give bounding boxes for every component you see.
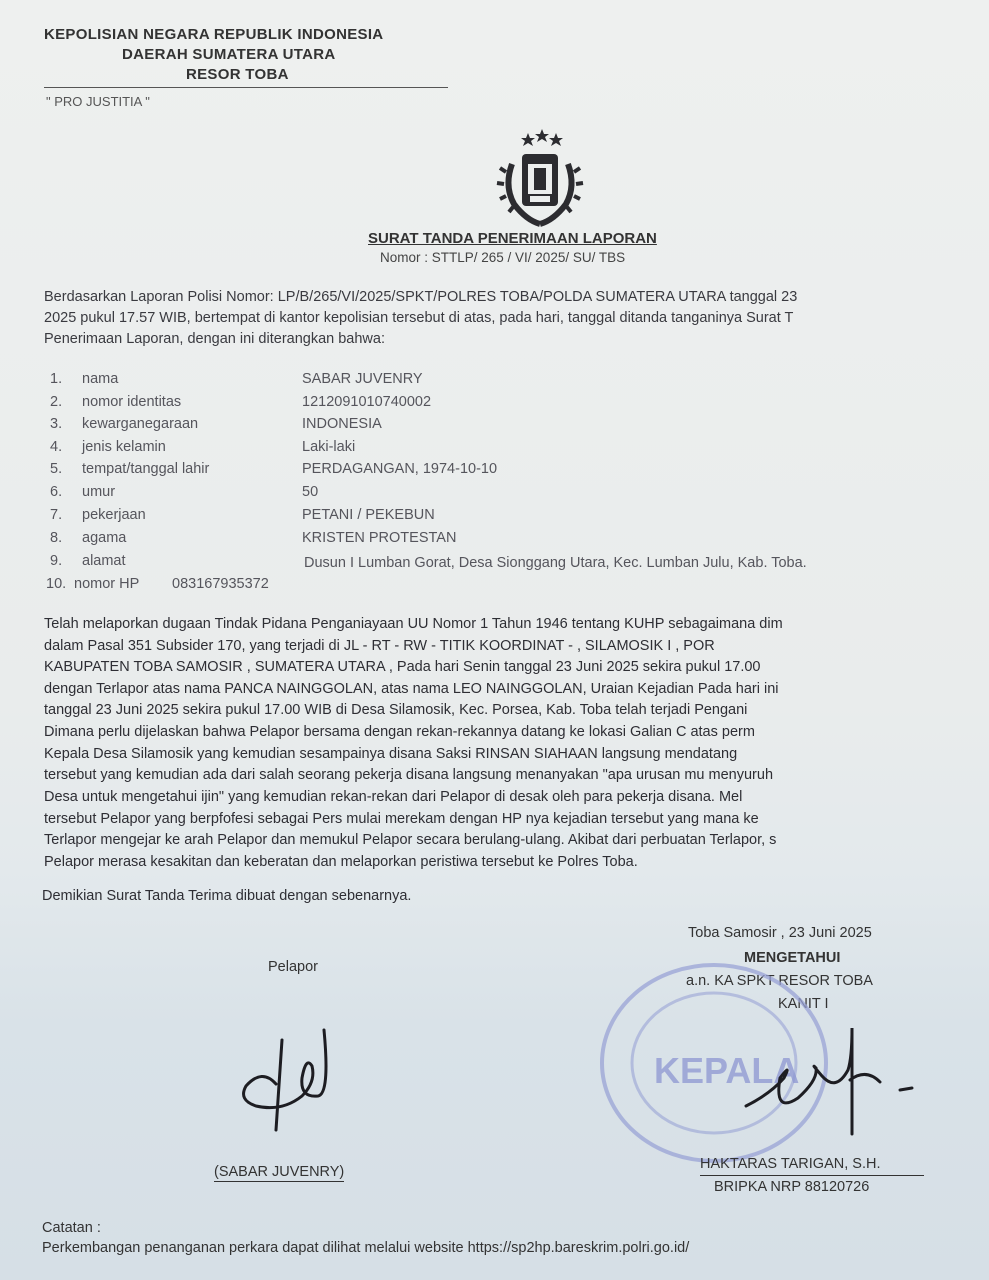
- field-number: 9.: [50, 553, 63, 569]
- field-number: 3.: [50, 416, 63, 432]
- field-value: PERDAGANGAN, 1974-10-10: [302, 461, 498, 477]
- place-date: Toba Samosir , 23 Juni 2025: [688, 925, 872, 941]
- report-line: tersebut yang kemudian ada dari salah seorang pekerja disana langsung menanyakan "apa urusan mu menyuruh: [44, 767, 774, 783]
- field-value: 1212091010740002: [302, 394, 432, 410]
- field-label: kewarganegaraan: [82, 416, 199, 432]
- closing-statement: Demikian Surat Tanda Terima dibuat dengan sebenarnya.: [42, 888, 412, 904]
- report-line: tersebut Pelapor yang berpfofesi sebagai Pers mulai merekam dengan HP nya kejadian tersebut yang mana ke: [44, 811, 759, 827]
- header-divider: [44, 87, 448, 88]
- field-value: SABAR JUVENRY: [302, 371, 423, 387]
- field-number: 6.: [50, 484, 63, 500]
- left-name: (SABAR JUVENRY): [214, 1164, 345, 1180]
- intro-line-3: Penerimaan Laporan, dengan ini diterangkan bahwa:: [44, 331, 385, 347]
- field-value: KRISTEN PROTESTAN: [302, 530, 457, 546]
- field-label: agama: [82, 530, 127, 546]
- right-line-2: KANIT I: [778, 996, 829, 1012]
- field-label: alamat: [82, 553, 126, 569]
- report-line: tanggal 23 Juni 2025 sekira pukul 17.00 WIB di Desa Silamosik, Kec. Porsea, Kab. Toba telah terjadi Pengani: [44, 702, 748, 718]
- intro-line-1: Berdasarkan Laporan Polisi Nomor: LP/B/265/VI/2025/SPKT/POLRES TOBA/POLDA SUMATERA UTARA tanggal 23: [44, 289, 798, 305]
- police-crest-icon: [482, 124, 594, 232]
- field-number: 10.: [46, 576, 67, 592]
- right-line-1: a.n. KA SPKT RESOR TOBA: [686, 973, 873, 989]
- right-heading: MENGETAHUI: [744, 950, 841, 966]
- notes-label: Catatan :: [42, 1220, 101, 1236]
- report-line: dengan Terlapor atas nama PANCA NAINGGOLAN, atas nama LEO NAINGGOLAN, Uraian Kejadian Pada hari ini: [44, 681, 779, 697]
- field-number: 2.: [50, 394, 63, 410]
- field-value: Dusun I Lumban Gorat, Desa Sionggang Utara, Kec. Lumban Julu, Kab. Toba.: [304, 555, 807, 571]
- header-line-2: DAERAH SUMATERA UTARA: [122, 46, 336, 63]
- right-name: HAKTARAS TARIGAN, S.H.: [700, 1156, 881, 1172]
- field-value: Laki-laki: [302, 439, 356, 455]
- report-line: KABUPATEN TOBA SAMOSIR , SUMATERA UTARA , Pada hari Senin tanggal 23 Juni 2025 sekira pukul 17.00: [44, 659, 761, 675]
- right-rank: BRIPKA NRP 88120726: [714, 1179, 870, 1195]
- field-value: 083167935372: [172, 576, 269, 592]
- field-label: nomor identitas: [82, 394, 182, 410]
- pro-justitia: " PRO JUSTITIA ": [46, 94, 150, 109]
- field-number: 8.: [50, 530, 63, 546]
- pelapor-signature: [232, 1026, 352, 1136]
- report-line: Dimana perlu dijelaskan bahwa Pelapor bersama dengan rekan-rekannya datang ke lokasi Galian C atas perm: [44, 724, 755, 740]
- field-number: 4.: [50, 439, 63, 455]
- notes-text: Perkembangan penanganan perkara dapat dilihat melalui website https://sp2hp.bareskrim.polri.go.id/: [42, 1240, 690, 1256]
- field-number: 1.: [50, 371, 63, 387]
- header-line-3: RESOR TOBA: [186, 66, 289, 83]
- report-line: Terlapor mengejar ke arah Pelapor dan memukul Pelapor secara berulang-ulang. Akibat dari perbuatan Terlapor, s: [44, 832, 777, 848]
- report-line: Pelapor merasa kesakitan dan keberatan dan melaporkan peristiwa tersebut ke Polres Toba.: [44, 854, 638, 870]
- name-underline: [700, 1175, 924, 1176]
- field-label: jenis kelamin: [82, 439, 166, 455]
- field-label: nama: [82, 371, 119, 387]
- official-signature: [740, 1022, 916, 1142]
- report-line: dalam Pasal 351 Subsider 170, yang terjadi di JL - RT - RW - TITIK KOORDINAT - , SILAMOSIK I , POR: [44, 638, 715, 654]
- field-label: tempat/tanggal lahir: [82, 461, 210, 477]
- header-line-1: KEPOLISIAN NEGARA REPUBLIK INDONESIA: [44, 26, 384, 43]
- intro-line-2: 2025 pukul 17.57 WIB, bertempat di kantor kepolisian tersebut di atas, pada hari, tanggal ditanda tanganinya Surat T: [44, 310, 794, 326]
- left-role: Pelapor: [268, 959, 318, 975]
- field-label: umur: [82, 484, 116, 500]
- document-title: SURAT TANDA PENERIMAAN LAPORAN: [368, 230, 657, 247]
- field-value: 50: [302, 484, 319, 500]
- stamp-text: KEPALA: [654, 1050, 800, 1091]
- field-number: 7.: [50, 507, 63, 523]
- field-value: PETANI / PEKEBUN: [302, 507, 435, 523]
- field-value: INDONESIA: [302, 416, 382, 432]
- field-label: pekerjaan: [82, 507, 146, 523]
- document-number: Nomor : STTLP/ 265 / VI/ 2025/ SU/ TBS: [380, 250, 626, 265]
- field-number: 5.: [50, 461, 63, 477]
- report-line: Desa untuk mengetahui ijin" yang kemudian rekan-rekan dari Pelapor di desak oleh para pekerja disana. Mel: [44, 789, 743, 805]
- report-line: Kepala Desa Silamosik yang kemudian sesampainya disana Saksi RINSAN SIAHAAN langsung mendatang: [44, 746, 738, 762]
- field-label: nomor HP: [74, 576, 140, 592]
- report-line: Telah melaporkan dugaan Tindak Pidana Penganiayaan UU Nomor 1 Tahun 1946 tentang KUHP sebagaimana dim: [44, 616, 783, 632]
